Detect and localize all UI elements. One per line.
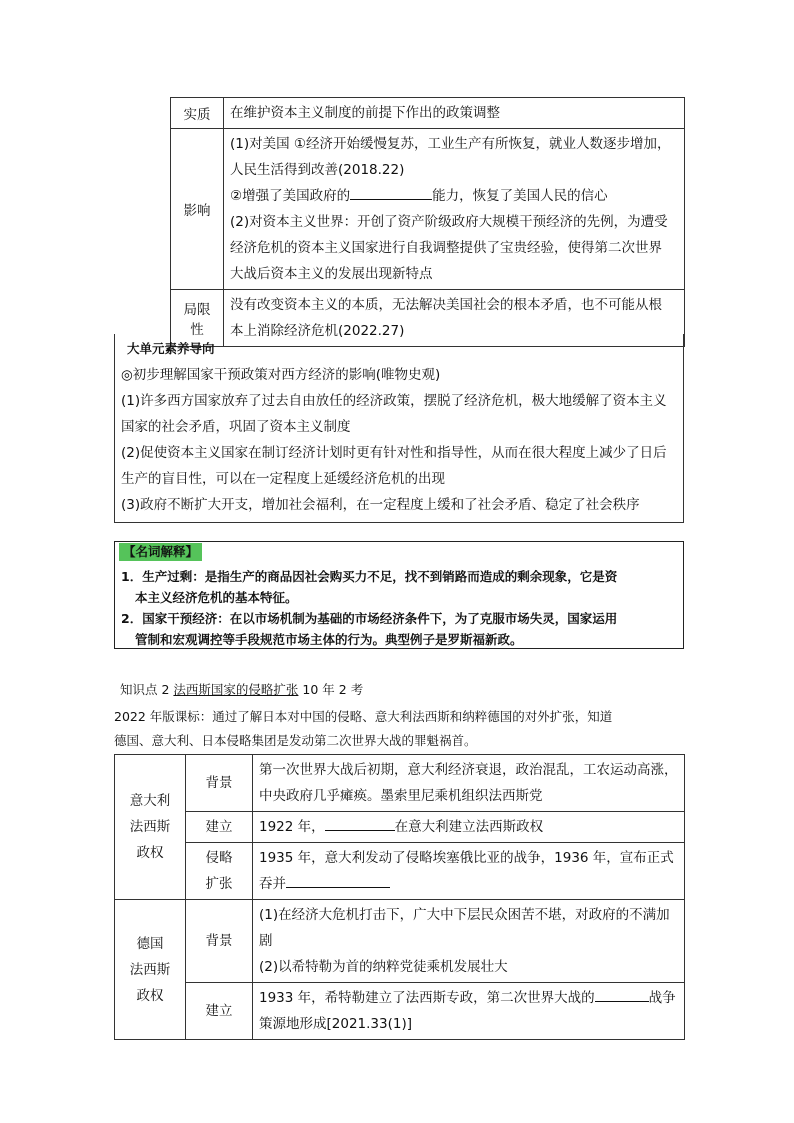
row-content: 在维护资本主义制度的前提下作出的政策调整 bbox=[224, 98, 685, 129]
answer-blank[interactable] bbox=[286, 873, 390, 888]
fascism-table bbox=[114, 754, 685, 1040]
glossary-tag: 【名词解释】 bbox=[119, 543, 202, 561]
row-label: 影响 bbox=[171, 129, 224, 290]
row-content: 1935 年，意大利发动了侵略埃塞俄比亚的战争，1936 年，宣布正式 吞并 bbox=[253, 843, 685, 900]
policy-table bbox=[114, 97, 685, 347]
row-content: 1922 年， 在意大利建立法西斯政权 bbox=[253, 812, 685, 843]
row-content: (1)在经济大危机打击下，广大中下层民众困苦不堪，对政府的不满加 剧 (2)以希特勒为首的纳粹党徒乘机发展壮大 bbox=[253, 900, 685, 983]
row-content: 第一次世界大战后初期，意大利经济衰退，政治混乱，工农运动高涨， 中央政府几乎瘫痪。墨索里尼乘机组织法西斯党 bbox=[253, 755, 685, 812]
row-label: 背景 bbox=[186, 900, 253, 983]
answer-blank[interactable] bbox=[595, 987, 649, 1002]
row-label: 实质 bbox=[171, 98, 224, 129]
table-row bbox=[115, 843, 685, 900]
glossary-item: 2．国家干预经济：在以市场机制为基础的市场经济条件下，为了克服市场失灵，国家运用 bbox=[121, 611, 618, 626]
row-content: 没有改变资本主义的本质，无法解决美国社会的根本矛盾，也不可能从根 本上消除经济危机(2022.27) bbox=[224, 290, 685, 347]
table-row bbox=[115, 812, 685, 843]
group-label: 意大利 法西斯 政权 bbox=[115, 755, 186, 900]
answer-blank[interactable] bbox=[325, 816, 395, 831]
row-content: (1)对美国 ①经济开始缓慢复苏，工业生产有所恢复，就业人数逐步增加， 人民生活得到改善(2018.22) ②增强了美国政府的 能力，恢复了美国人民的信心 (2)对资本主义世界：开创了资产阶级政府大规模干预经济的先例，为遭受 经济危机的资本主义国家进行自我调整提供了宝贵经验，使得第二次世界 大战后资本主义的发展出现新特点 bbox=[224, 129, 685, 290]
knowledge-point-heading: 知识点 2 法西斯国家的侵略扩张 10 年 2 考 bbox=[120, 682, 364, 697]
section-heading: 大单元素养导向 bbox=[127, 341, 215, 356]
row-label: 建立 bbox=[186, 812, 253, 843]
glossary-box: 【名词解释】 1．生产过剩：是指生产的商品因社会购买力不足，找不到销路而造成的剩余现象，它是资 本主义经济危机的基本特征。 2．国家干预经济：在以市场机制为基础的市场经济条件下，为了克服市场失灵，国家运用 管制和宏观调控等手段规范市场主体的行为。典型例子是罗斯福新政。 bbox=[114, 541, 684, 649]
row-content: 1933 年，希特勒建立了法西斯专政，第二次世界大战的 战争 策源地形成[2021.33(1)] bbox=[253, 983, 685, 1040]
row-label: 侵略 扩张 bbox=[186, 843, 253, 900]
row-label: 背景 bbox=[186, 755, 253, 812]
table-row bbox=[115, 900, 685, 983]
core-literacy-section: 大单元素养导向 ◎初步理解国家干预政策对西方经济的影响(唯物史观) (1)许多西方国家放弃了过去自由放任的经济政策，摆脱了经济危机，极大地缓解了资本主义 国家的社会矛盾，巩固了资本主义制度 (2)促使资本主义国家在制订经济计划时更有针对性和指导性，从而在很大程度上减少了日后 生产的盲目性，可以在一定程度上延缓经济危机的出现 (3)政府不断扩大开支，增加社会福利，在一定程度上缓和了社会矛盾、稳定了社会秩序 bbox=[114, 334, 684, 523]
table-row bbox=[115, 755, 685, 812]
curriculum-standard: 2022 年版课标：通过了解日本对中国的侵略、意大利法西斯和纳粹德国的对外扩张，知道 德国、意大利、日本侵略集团是发动第二次世界大战的罪魁祸首。 bbox=[114, 709, 613, 748]
table-row bbox=[114, 98, 685, 129]
answer-blank[interactable] bbox=[350, 185, 432, 200]
group-label: 德国 法西斯 政权 bbox=[115, 900, 186, 1040]
table-row bbox=[115, 983, 685, 1040]
table-row bbox=[114, 129, 685, 290]
row-label: 局限 性 bbox=[171, 290, 224, 347]
glossary-item: 1．生产过剩：是指生产的商品因社会购买力不足，找不到销路而造成的剩余现象，它是资 bbox=[121, 569, 618, 584]
row-label: 建立 bbox=[186, 983, 253, 1040]
